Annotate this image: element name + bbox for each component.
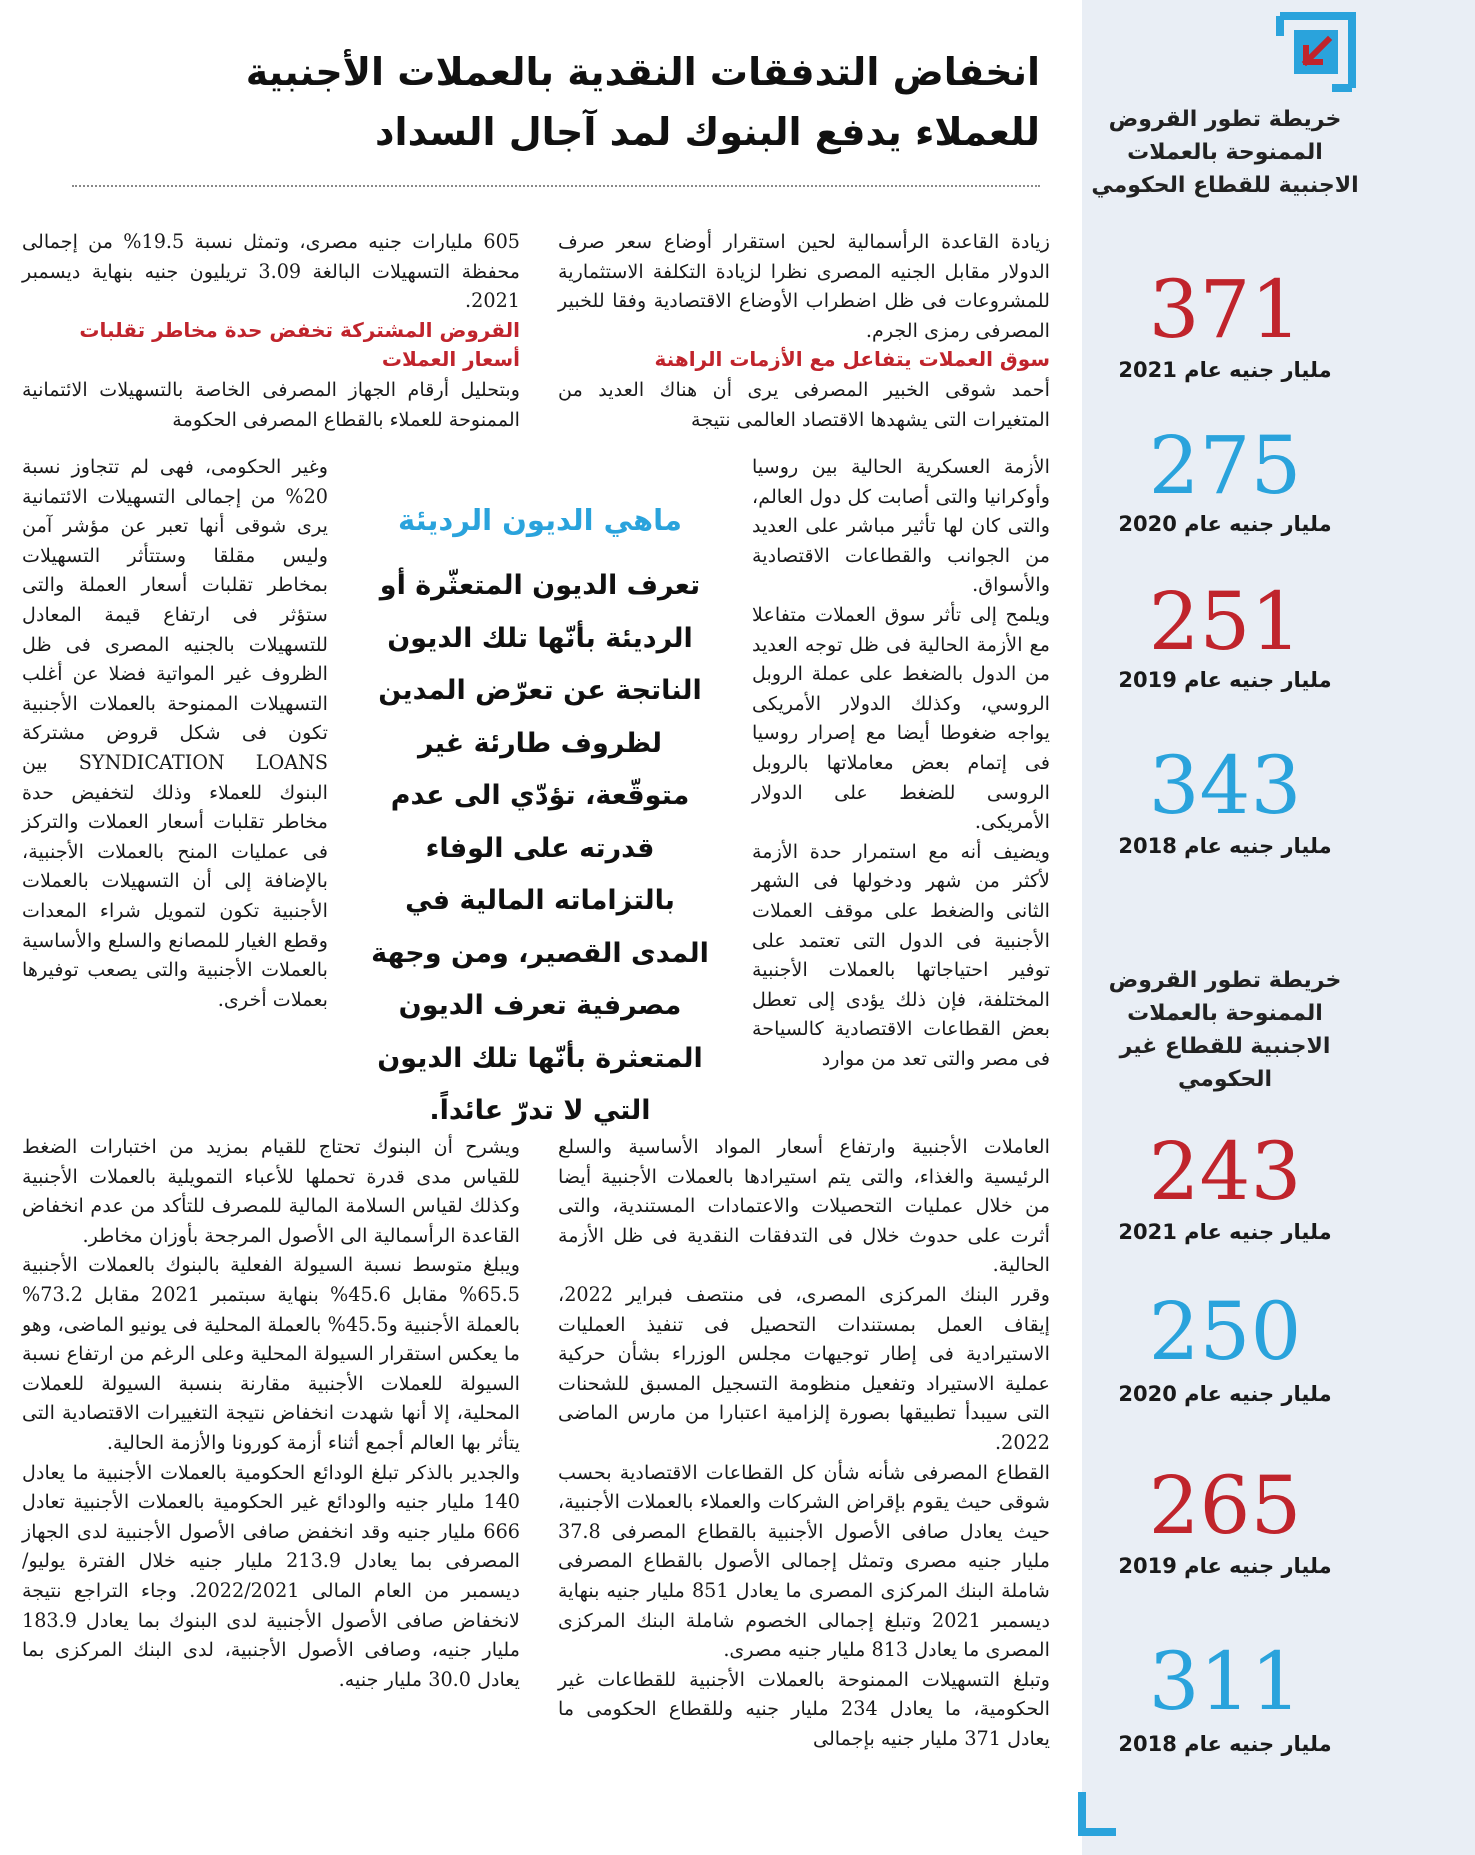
paragraph: ويبلغ متوسط نسبة السيولة الفعلية بالبنوك بالعملات الأجنبية 65.5% مقابل 45.6% بنهاية سبتمبر 2021 مقابل 73.2% بالعملة الأجنبية و45.5% بالعملة المحلية فى يونيو الماضى، وهو ما يعكس استقرار السيولة المحلية وعلى الرغم من ارتفاع نسبة السيولة للعملات الأجنبية مقارنة بنسبة السيولة للعملات المحلية، إلا أنها شهدت انخفاض نتيجة التغييرات الاقتصادية التى يتأثر بها العالم أجمع أثناء أزمة كورونا والأزمة الحالية. <box>22 1253 520 1454</box>
right-column-bottom <box>558 1132 1050 1753</box>
stat-value-gov-2018: 343 <box>1148 739 1302 832</box>
article-headline <box>100 42 1040 162</box>
paragraph: 605 مليارات جنيه مصرى، وتمثل نسبة 19.5% من إجمالى محفظة التسهيلات البالغة 3.09 تريليون جنيه بنهاية ديسمبر 2021. <box>22 230 520 313</box>
paragraph: وتبلغ التسهيلات الممنوحة بالعملات الأجنبية للقطاعات غير الحكومية، ما يعادل 234 مليار جنيه وللقطاع الحكومى ما يعادل 371 مليار جنيه بإجمالى <box>558 1667 1051 1750</box>
paragraph: وغير الحكومى، فهى لم تتجاوز نسبة 20% من إجمالى التسهيلات الائتمانية يرى شوقى أنها تعبر عن مؤشر آمن وليس مقلقا وستتأثر التسهيلات بمخاطر تقلبات أسعار العملة والتى ستؤثر فى ارتفاع قيمة المعادل للتسهيلات بالجنيه المصرى فى ظل الظروف غير المواتية فضلا عن أغلب التسهيلات الممنوحة بالعملات الأجنبية تكون فى شكل قروض مشتركة SYNDICATION LOANS بين البنوك للعملاء وذلك لتخفيض حدة مخاطر تقلبات أسعار العملات والتركز فى عمليات المنح بالعملات الأجنبية، بالإضافة إلى أن التسهيلات بالعملات الأجنبية تكون لتمويل شراء المعدات وقطع الغيار للمصانع والسلع والأساسية بالعملات الأجنبية والتى يصعب توفيرها بعملات أخرى. <box>22 455 328 1011</box>
left-column-bottom <box>22 1132 520 1694</box>
left-column-top <box>22 227 520 434</box>
gov-loans-heading: خريطة تطور القروض الممنوحة بالعملات الاجنبية للقطاع الحكومي <box>1091 107 1359 198</box>
paragraph: ويلمح إلى تأثر سوق العملات متفاعلا مع الأزمة الحالية فى ظل توجه العديد من الدول بالضغط على عملة الروبل الروسي، وكذلك الدولار الأمريكى يواجه ضغوطا أيضا مع إصرار روسيا فى إتمام بعض معاملاتها بالروبل الروسى للضغط على الدولار الأمريكى. <box>752 602 1050 834</box>
stat-label-gov-2021: مليار جنيه عام 2021 <box>1118 358 1332 382</box>
highlight-box-body: تعرف الديون المتعثّرة أو الرديئة بأنّها تلك الديون الناتجة عن تعرّض المدين لظروف طارئة غير متوقّعة، تؤدّي الى عدم قدرته على الوفاء بالتزاماته المالية في المدى القصير، ومن وجهة مصرفية تعرف الديون المتعثرة بأنّها تلك الديون التي لا تدرّ عائداً. <box>371 570 709 1126</box>
headline-line-1: انخفاض التدفقات النقدية بالعملات الأجنبية <box>245 50 1040 94</box>
paragraph: ويضيف أنه مع استمرار حدة الأزمة لأكثر من شهر ودخولها فى الشهر الثانى والضغط على موقف العملات الأجنبية فى الدول التى تعتمد على توفير احتياجاتها بالعملات الأجنبية المختلفة، فإن ذلك يؤدى إلى تعطل بعض القطاعات الاقتصادية كالسياحة فى مصر والتى تعد من موارد <box>752 839 1050 1070</box>
stat-value-gov-2021: 371 <box>1148 263 1302 356</box>
stat-value-nongov-2021: 243 <box>1148 1125 1302 1218</box>
stat-label-nongov-2019: مليار جنيه عام 2019 <box>1118 1554 1332 1578</box>
headline-line-2: للعملاء يدفع البنوك لمد آجال السداد <box>375 110 1040 154</box>
stat-label-nongov-2020: مليار جنيه عام 2020 <box>1118 1382 1332 1406</box>
headline-divider <box>72 185 1040 187</box>
paragraph: الأزمة العسكرية الحالية بين روسيا وأوكرانيا والتى أصابت كل دول العالم، والتى كان لها تأثير مباشر على العديد من الجوانب والقطاعات الاقتصادية والأسواق. <box>752 455 1050 597</box>
right-column-top <box>558 227 1050 434</box>
stat-label-gov-2019: مليار جنيه عام 2019 <box>1118 668 1332 692</box>
nongov-loans-heading: خريطة تطور القروض الممنوحة بالعملات الاجنبية للقطاع غير الحكومي <box>1108 968 1342 1092</box>
stat-value-gov-2020: 275 <box>1148 419 1302 512</box>
corner-arrow-icon <box>1276 12 1356 92</box>
stat-value-nongov-2018: 311 <box>1148 1635 1302 1728</box>
section-subhead: القروض المشتركة تخفض حدة مخاطر تقلبات أسعار العملات <box>79 317 520 372</box>
paragraph: وبتحليل أرقام الجهاز المصرفى الخاصة بالتسهيلات الائتمانية الممنوحة للعملاء بالقطاع المصرفى الحكومة <box>22 377 520 431</box>
stat-value-nongov-2019: 265 <box>1148 1459 1302 1552</box>
paragraph: ويشرح أن البنوك تحتاج للقيام بمزيد من اختبارات الضغط للقياس مدى قدرة تحملها للأعباء التمويلية بالعملات الأجنبية وكذلك لقياس السلامة المالية للمصرف للتأكد من عدم انخفاض القاعدة الرأسمالية الى الأصول المرجحة بأوزان مخاطر. <box>22 1135 520 1247</box>
paragraph: والجدير بالذكر تبلغ الودائع الحكومية بالعملات الأجنبية ما يعادل 140 مليار جنيه والودائع غير الحكومية بالعملات الأجنبية تعادل 666 مليار جنيه وقد انخفض صافى الأصول الأجنبية لدى الجهاز المصرفى بما يعادل 213.9 مليار جنيه خلال الفترة يوليو/ديسمبر من العام المالى 2022/2021. وجاء التراجع نتيجة لانخفاض صافى الأصول الأجنبية لدى البنوك بما يعادل 183.9 مليار جنيه، وصافى الأصول الأجنبية، لدى البنك المركزى بما يعادل 30.0 مليار جنيه. <box>22 1460 520 1691</box>
stat-label-gov-2018: مليار جنيه عام 2018 <box>1118 834 1332 858</box>
stat-value-nongov-2020: 250 <box>1148 1285 1302 1378</box>
paragraph: العاملات الأجنبية وارتفاع أسعار المواد الأساسية والسلع الرئيسية والغذاء، والتى يتم استيرادها بالعملات الأجنبية أيضا من خلال عمليات التحصيلات والاعتمادات المستندية، والتى أثرت على حدوث خلال فى التدفقات النقدية فى ظل الأزمة الحالية. <box>558 1135 1050 1277</box>
left-column-narrow <box>22 452 328 1014</box>
highlight-box-title: ماهي الديون الرديئة <box>398 503 682 537</box>
section-subhead: سوق العملات يتفاعل مع الأزمات الراهنة <box>654 347 1050 372</box>
right-column-narrow <box>752 452 1050 1073</box>
paragraph: وقرر البنك المركزى المصرى، فى منتصف فبراير 2022، إيقاف العمل بمستندات التحصيل فى تنفيذ العمليات الاستيرادية فى إطار توجيهات مجلس الوزراء بشأن حركية عملية الاستيراد وتفعيل منظومة التسجيل المسبق للشحنات التى سيبدأ تطبيقها بصورة إلزامية اعتبارا من مارس الماضى 2022. <box>558 1282 1050 1454</box>
stat-label-gov-2020: مليار جنيه عام 2020 <box>1118 512 1332 536</box>
corner-bracket-icon <box>1078 1792 1116 1836</box>
stat-value-gov-2019: 251 <box>1148 575 1302 668</box>
stat-label-nongov-2021: مليار جنيه عام 2021 <box>1118 1220 1332 1244</box>
paragraph: القطاع المصرفى شأنه شأن كل القطاعات الاقتصادية بحسب شوقى حيث يقوم بإقراض الشركات والعملاء بالعملات الأجنبية، حيث يعادل صافى الأصول الأجنبية بالقطاع المصرفى 37.8 مليار جنيه مصرى وتمثل إجمالى الأصول بالقطاع المصرفى شاملة البنك المركزى المصرى ما يعادل 851 مليار جنيه بنهاية ديسمبر 2021 وتبلغ إجمالى الخصوم شاملة البنك المركزى المصرى ما يعادل 813 مليار جنيه مصرى. <box>558 1460 1050 1662</box>
paragraph: زيادة القاعدة الرأسمالية لحين استقرار أوضاع سعر صرف الدولار مقابل الجنيه المصرى نظرا لزيادة التكلفة الاستثمارية للمشروعات فى ظل اضطراب الأوضاع الاقتصادية وفقا للخبير المصرفى رمزى الجرم. <box>558 230 1050 342</box>
stat-label-nongov-2018: مليار جنيه عام 2018 <box>1118 1732 1332 1756</box>
paragraph: أحمد شوقى الخبير المصرفى يرى أن هناك العديد من المتغيرات التى يشهدها الاقتصاد العالمى نتيجة <box>558 377 1050 431</box>
